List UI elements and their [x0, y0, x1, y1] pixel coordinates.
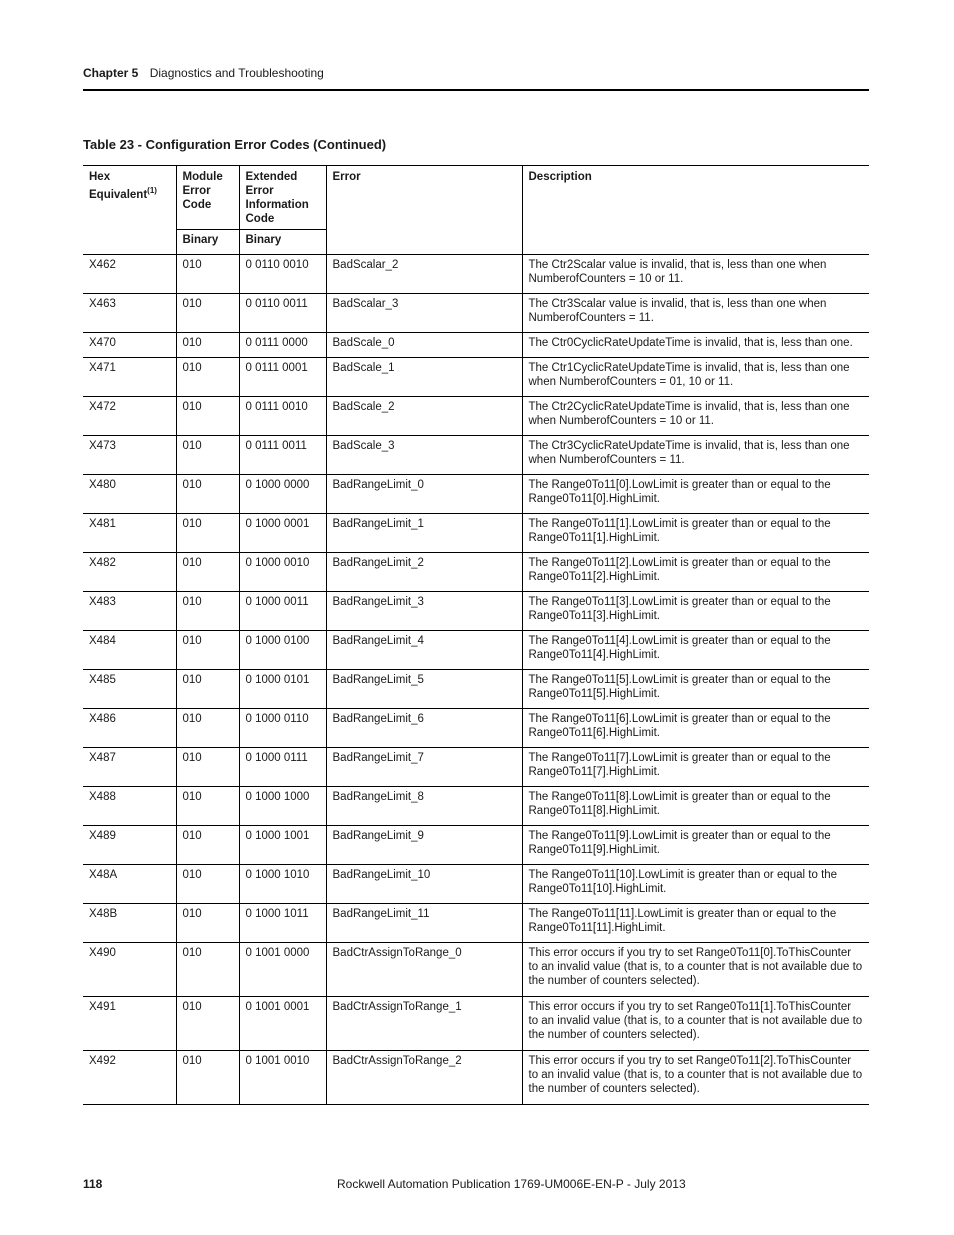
cell-error: BadScale_0: [326, 333, 522, 358]
cell-module-code: 010: [176, 255, 239, 294]
col-header-description: Description: [522, 166, 869, 255]
cell-description: The Range0To11[6].LowLimit is greater than or equal to the Range0To11[6].HighLimit.: [522, 709, 869, 748]
cell-extended-code: 0 0111 0001: [239, 358, 326, 397]
cell-extended-code: 0 0111 0011: [239, 436, 326, 475]
col-header-error: Error: [326, 166, 522, 255]
cell-extended-code: 0 1000 1001: [239, 826, 326, 865]
cell-hex: X473: [83, 436, 176, 475]
cell-description: The Range0To11[2].LowLimit is greater than or equal to the Range0To11[2].HighLimit.: [522, 553, 869, 592]
cell-error: BadCtrAssignToRange_1: [326, 997, 522, 1051]
cell-error: BadRangeLimit_5: [326, 670, 522, 709]
cell-extended-code: 0 1000 0011: [239, 592, 326, 631]
cell-hex: X489: [83, 826, 176, 865]
table-header-row: [83, 166, 869, 230]
cell-description: The Range0To11[11].LowLimit is greater than or equal to the Range0To11[11].HighLimit.: [522, 904, 869, 943]
cell-module-code: 010: [176, 475, 239, 514]
cell-extended-code: 0 1000 1011: [239, 904, 326, 943]
cell-extended-code: 0 1000 0001: [239, 514, 326, 553]
section-title: Diagnostics and Troubleshooting: [149, 66, 324, 80]
publication-info: Rockwell Automation Publication 1769-UM006E-EN-P - July 2013: [337, 1177, 686, 1191]
col-header-hex-label: Hex Equivalent: [89, 171, 148, 201]
cell-hex: X48A: [83, 865, 176, 904]
cell-error: BadScalar_3: [326, 294, 522, 333]
table-row: [83, 787, 869, 826]
cell-module-code: 010: [176, 294, 239, 333]
cell-module-code: 010: [176, 553, 239, 592]
col-header-hex: [83, 166, 176, 255]
cell-extended-code: 0 1000 1000: [239, 787, 326, 826]
cell-description: The Range0To11[0].LowLimit is greater than or equal to the Range0To11[0].HighLimit.: [522, 475, 869, 514]
table-row: [83, 592, 869, 631]
cell-error: BadRangeLimit_8: [326, 787, 522, 826]
cell-error: BadRangeLimit_2: [326, 553, 522, 592]
cell-description: The Ctr3Scalar value is invalid, that is, less than one when NumberofCounters = 11.: [522, 294, 869, 333]
cell-description: The Ctr3CyclicRateUpdateTime is invalid, that is, less than one when NumberofCounters = 11.: [522, 436, 869, 475]
cell-module-code: 010: [176, 514, 239, 553]
header-rule: [83, 89, 869, 91]
cell-error: BadCtrAssignToRange_0: [326, 943, 522, 997]
chapter-label: Chapter 5: [83, 66, 139, 80]
col-header-extended: Extended Error Information Code: [239, 166, 326, 230]
cell-error: BadRangeLimit_1: [326, 514, 522, 553]
cell-error: BadRangeLimit_7: [326, 748, 522, 787]
cell-extended-code: 0 0110 0011: [239, 294, 326, 333]
cell-description: This error occurs if you try to set Range0To11[0].ToThisCounter to an invalid value (that is, to a counter that is not available due to the number of counters selected).: [522, 943, 869, 997]
cell-extended-code: 0 1000 0101: [239, 670, 326, 709]
table-row: [83, 475, 869, 514]
page-number: 118: [83, 1177, 103, 1191]
col-subheader-module: Binary: [176, 230, 239, 255]
cell-hex: X485: [83, 670, 176, 709]
cell-extended-code: 0 1001 0001: [239, 997, 326, 1051]
cell-hex: X471: [83, 358, 176, 397]
cell-module-code: 010: [176, 865, 239, 904]
table-row: [83, 670, 869, 709]
cell-hex: X484: [83, 631, 176, 670]
cell-description: The Ctr1CyclicRateUpdateTime is invalid, that is, less than one when NumberofCounters = 01, 10 or 11.: [522, 358, 869, 397]
cell-error: BadRangeLimit_6: [326, 709, 522, 748]
cell-module-code: 010: [176, 333, 239, 358]
cell-hex: X486: [83, 709, 176, 748]
cell-description: This error occurs if you try to set Range0To11[1].ToThisCounter to an invalid value (that is, to a counter that is not available due to the number of counters selected).: [522, 997, 869, 1051]
cell-error: BadRangeLimit_10: [326, 865, 522, 904]
cell-description: The Range0To11[10].LowLimit is greater than or equal to the Range0To11[10].HighLimit.: [522, 865, 869, 904]
cell-hex: X492: [83, 1051, 176, 1105]
cell-description: The Range0To11[7].LowLimit is greater than or equal to the Range0To11[7].HighLimit.: [522, 748, 869, 787]
cell-description: The Range0To11[8].LowLimit is greater than or equal to the Range0To11[8].HighLimit.: [522, 787, 869, 826]
table-row: [83, 255, 869, 294]
cell-description: The Range0To11[3].LowLimit is greater than or equal to the Range0To11[3].HighLimit.: [522, 592, 869, 631]
table-row: [83, 826, 869, 865]
table-row: [83, 997, 869, 1051]
cell-extended-code: 0 1000 0000: [239, 475, 326, 514]
cell-error: BadCtrAssignToRange_2: [326, 1051, 522, 1105]
running-header: [83, 66, 324, 80]
cell-hex: X488: [83, 787, 176, 826]
cell-module-code: 010: [176, 748, 239, 787]
cell-hex: X462: [83, 255, 176, 294]
cell-hex: X48B: [83, 904, 176, 943]
cell-description: The Range0To11[9].LowLimit is greater than or equal to the Range0To11[9].HighLimit.: [522, 826, 869, 865]
cell-hex: X487: [83, 748, 176, 787]
cell-description: The Range0To11[4].LowLimit is greater than or equal to the Range0To11[4].HighLimit.: [522, 631, 869, 670]
cell-hex: X463: [83, 294, 176, 333]
cell-error: BadScale_3: [326, 436, 522, 475]
cell-module-code: 010: [176, 943, 239, 997]
cell-extended-code: 0 1000 1010: [239, 865, 326, 904]
cell-extended-code: 0 1000 0010: [239, 553, 326, 592]
cell-hex: X481: [83, 514, 176, 553]
table-row: [83, 333, 869, 358]
cell-extended-code: 0 0110 0010: [239, 255, 326, 294]
cell-hex: X472: [83, 397, 176, 436]
cell-module-code: 010: [176, 436, 239, 475]
table-row: [83, 709, 869, 748]
error-codes-table: [83, 165, 869, 1105]
cell-extended-code: 0 1000 0100: [239, 631, 326, 670]
table-row: [83, 436, 869, 475]
cell-hex: X490: [83, 943, 176, 997]
table-row: [83, 294, 869, 333]
cell-description: The Ctr2Scalar value is invalid, that is, less than one when NumberofCounters = 10 or 11.: [522, 255, 869, 294]
table-row: [83, 748, 869, 787]
table-row: [83, 631, 869, 670]
cell-extended-code: 0 1001 0010: [239, 1051, 326, 1105]
col-header-module: Module Error Code: [176, 166, 239, 230]
cell-module-code: 010: [176, 997, 239, 1051]
cell-hex: X482: [83, 553, 176, 592]
cell-error: BadRangeLimit_9: [326, 826, 522, 865]
cell-module-code: 010: [176, 709, 239, 748]
cell-extended-code: 0 0111 0000: [239, 333, 326, 358]
cell-module-code: 010: [176, 787, 239, 826]
cell-module-code: 010: [176, 670, 239, 709]
cell-module-code: 010: [176, 904, 239, 943]
cell-hex: X491: [83, 997, 176, 1051]
cell-extended-code: 0 0111 0010: [239, 397, 326, 436]
cell-module-code: 010: [176, 397, 239, 436]
cell-description: The Ctr2CyclicRateUpdateTime is invalid, that is, less than one when NumberofCounters = 10 or 11.: [522, 397, 869, 436]
cell-description: This error occurs if you try to set Range0To11[2].ToThisCounter to an invalid value (that is, to a counter that is not available due to the number of counters selected).: [522, 1051, 869, 1105]
table-row: [83, 865, 869, 904]
cell-error: BadRangeLimit_11: [326, 904, 522, 943]
footnote-ref: (1): [147, 186, 157, 195]
table-row: [83, 358, 869, 397]
cell-hex: X480: [83, 475, 176, 514]
cell-module-code: 010: [176, 631, 239, 670]
table-row: [83, 397, 869, 436]
cell-module-code: 010: [176, 1051, 239, 1105]
col-subheader-extended: Binary: [239, 230, 326, 255]
cell-error: BadScale_1: [326, 358, 522, 397]
cell-hex: X470: [83, 333, 176, 358]
cell-module-code: 010: [176, 592, 239, 631]
table-row: [83, 1051, 869, 1105]
cell-description: The Ctr0CyclicRateUpdateTime is invalid, that is, less than one.: [522, 333, 869, 358]
table-title: Table 23 - Configuration Error Codes (Continued): [83, 137, 387, 152]
cell-description: The Range0To11[5].LowLimit is greater than or equal to the Range0To11[5].HighLimit.: [522, 670, 869, 709]
cell-hex: X483: [83, 592, 176, 631]
cell-error: BadRangeLimit_0: [326, 475, 522, 514]
table-row: [83, 904, 869, 943]
cell-description: The Range0To11[1].LowLimit is greater than or equal to the Range0To11[1].HighLimit.: [522, 514, 869, 553]
cell-module-code: 010: [176, 826, 239, 865]
table-row: [83, 943, 869, 997]
cell-error: BadRangeLimit_3: [326, 592, 522, 631]
cell-module-code: 010: [176, 358, 239, 397]
table-row: [83, 514, 869, 553]
cell-error: BadScalar_2: [326, 255, 522, 294]
cell-extended-code: 0 1000 0110: [239, 709, 326, 748]
cell-error: BadRangeLimit_4: [326, 631, 522, 670]
cell-extended-code: 0 1001 0000: [239, 943, 326, 997]
table-body: [83, 255, 869, 1105]
cell-error: BadScale_2: [326, 397, 522, 436]
table-row: [83, 553, 869, 592]
cell-extended-code: 0 1000 0111: [239, 748, 326, 787]
